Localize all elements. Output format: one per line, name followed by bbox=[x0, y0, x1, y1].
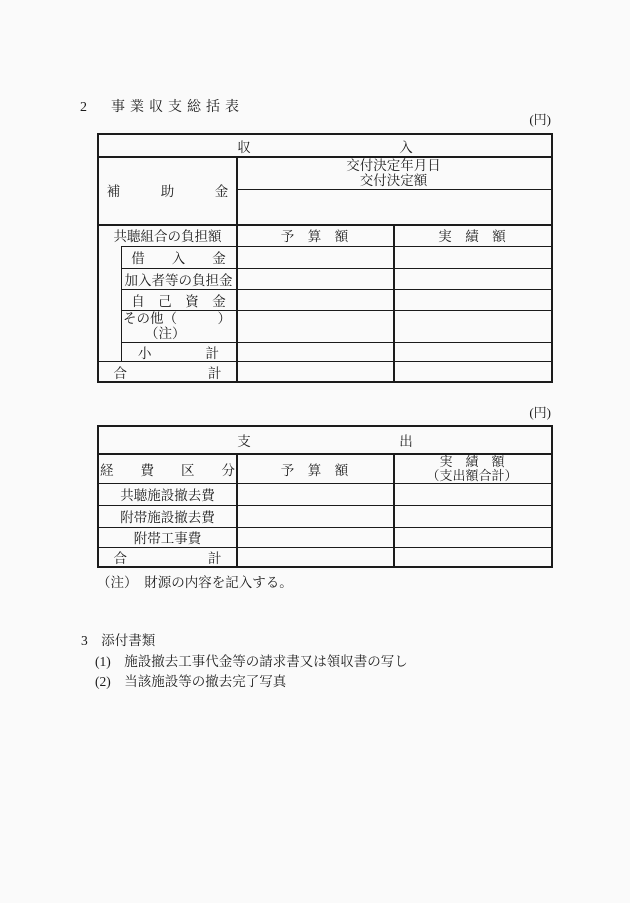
budget-value-cell bbox=[236, 483, 393, 505]
actual-value-cell bbox=[393, 362, 551, 381]
expense-header-cell: 支 出 bbox=[237, 434, 413, 449]
attachment-item-1: (1) 施設撤去工事代金等の請求書又は領収書の写し bbox=[95, 654, 408, 669]
actual-value-cell bbox=[393, 268, 551, 289]
row-label-own-funds: 自 己 資 金 bbox=[131, 293, 226, 309]
expense-actual-header-line2: （支出額合計） bbox=[426, 468, 518, 483]
attachment-item-2: (2) 当該施設等の撤去完了写真 bbox=[95, 674, 287, 689]
budget-value-cell bbox=[236, 310, 393, 342]
section3-title: 3 添付書類 bbox=[81, 633, 156, 648]
budget-value-cell bbox=[236, 527, 393, 547]
actual-column-header-cell: 実 績 額 bbox=[438, 229, 506, 244]
budget-column-header-cell: 予 算 額 bbox=[280, 229, 349, 244]
budget-value-cell bbox=[236, 246, 393, 268]
expense-actual-header-line1: 実 績 額 bbox=[439, 455, 505, 469]
section2-title: 2 事業収支総括表 bbox=[80, 100, 244, 115]
row-label-member-burden: 加入者等の負担金 bbox=[124, 272, 233, 288]
grant-decision-header-cell bbox=[236, 156, 551, 189]
actual-value-cell bbox=[393, 483, 551, 505]
income-table bbox=[97, 133, 553, 383]
grant-decision-line2: 交付決定額 bbox=[359, 172, 428, 188]
expense-budget-header-cell: 予 算 額 bbox=[280, 463, 349, 478]
burden-label-cell: 共聴組合の負担額 bbox=[113, 229, 222, 244]
budget-value-cell bbox=[236, 342, 393, 361]
actual-value-cell bbox=[393, 342, 551, 361]
row-label-borrowed-money: 借 入 金 bbox=[131, 251, 226, 266]
income-header-cell: 収 入 bbox=[237, 139, 413, 155]
actual-value-cell bbox=[393, 527, 551, 547]
unit-label-expense: (円) bbox=[529, 405, 551, 420]
income-total-label-cell: 合 計 bbox=[113, 365, 222, 381]
subsidy-label-cell: 補 助 金 bbox=[106, 184, 229, 199]
actual-value-cell bbox=[393, 548, 551, 566]
other-label-line1: その他（ ） bbox=[123, 311, 231, 326]
expense-category-header-cell: 経 費 区 分 bbox=[100, 463, 235, 478]
expense-total-label-cell: 合 計 bbox=[113, 551, 222, 566]
note-text: （注） 財源の内容を記入する。 bbox=[97, 575, 293, 590]
budget-value-cell bbox=[236, 505, 393, 527]
row-label-kyocho-removal: 共聴施設撤去費 bbox=[120, 488, 215, 503]
row-label-subtotal: 小 計 bbox=[138, 345, 219, 361]
budget-value-cell bbox=[236, 289, 393, 310]
unit-label-income: (円) bbox=[529, 112, 551, 127]
other-label-line2: （注） bbox=[145, 326, 186, 341]
budget-value-cell bbox=[236, 548, 393, 566]
row-label-other bbox=[121, 310, 236, 342]
expense-actual-header-cell bbox=[393, 455, 551, 483]
actual-value-cell bbox=[393, 246, 551, 268]
actual-value-cell bbox=[393, 310, 551, 342]
expense-table bbox=[97, 425, 553, 568]
budget-value-cell bbox=[236, 362, 393, 381]
grant-decision-value-cell bbox=[236, 189, 551, 224]
row-label-futai-removal: 附帯施設撤去費 bbox=[120, 510, 215, 525]
row-label-futai-construction: 附帯工事費 bbox=[133, 531, 202, 546]
budget-value-cell bbox=[236, 268, 393, 289]
actual-value-cell bbox=[393, 289, 551, 310]
grant-decision-line1: 交付決定年月日 bbox=[346, 157, 441, 173]
actual-value-cell bbox=[393, 505, 551, 527]
